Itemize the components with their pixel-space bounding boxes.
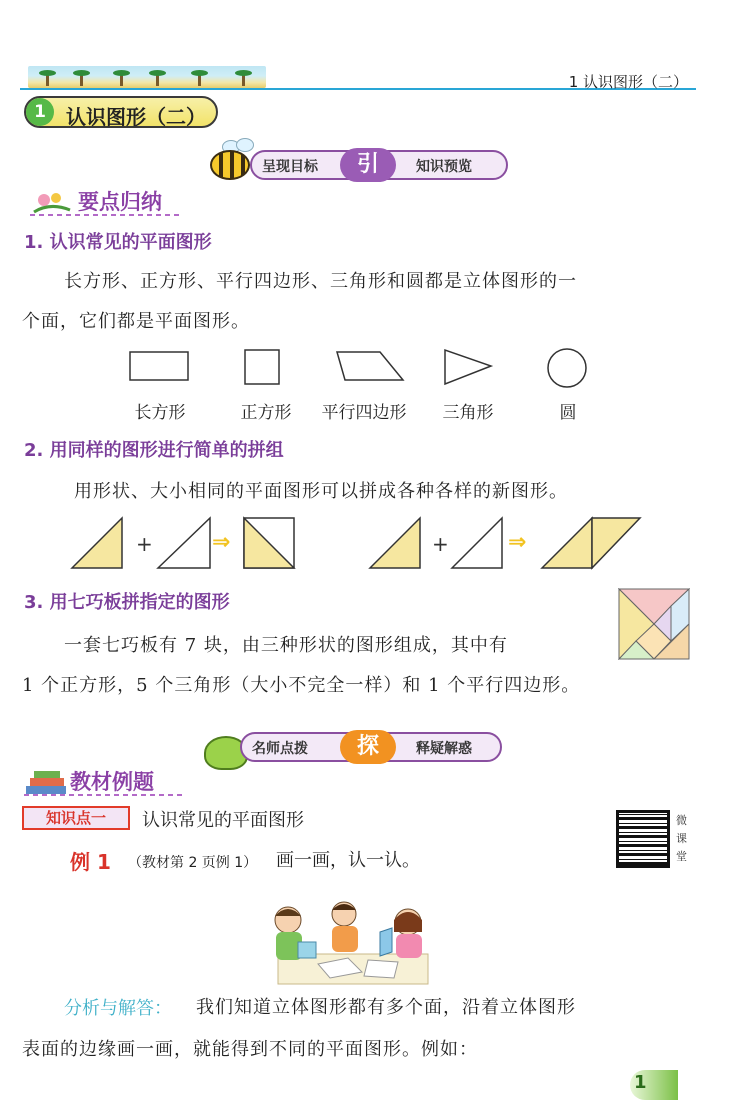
plus-sign-2: + <box>432 532 449 556</box>
parallelogram-shape <box>337 352 403 380</box>
bee-icon <box>210 150 250 180</box>
textbook-underline <box>24 794 182 796</box>
summary-heading-3: 3. 用七巧板拼指定的图形 <box>24 592 230 613</box>
section-preview-left: 呈现目标 <box>262 159 318 175</box>
lesson-number: 1 <box>26 98 54 126</box>
combine-triangles-figure-2 <box>368 516 642 572</box>
summary-title: 要点归纳 <box>78 190 162 214</box>
summary-heading-2: 2. 用同样的图形进行简单的拼组 <box>24 440 284 461</box>
circle-shape <box>548 349 586 387</box>
arrow-icon: ⇒ <box>212 530 231 555</box>
children-drawing-illustration <box>258 898 444 988</box>
knowledge-point-topic: 认识常见的平面图形 <box>142 810 304 831</box>
example-reference: （教材第 2 页例 1） <box>128 855 258 871</box>
knowledge-point-tag: 知识点一 <box>22 806 130 830</box>
label-parallelogram: 平行四边形 <box>321 403 407 423</box>
example-text: 画一画，认一认。 <box>276 850 420 871</box>
summary-1-line1: 长方形、正方形、平行四边形、三角形和圆都是立体图形的一 <box>64 271 577 292</box>
bee-wing-icon <box>236 138 254 152</box>
arrow-icon: ⇒ <box>508 530 527 555</box>
header-rule-left <box>20 88 266 90</box>
section-explain-badge: 探 <box>340 730 396 764</box>
qr-code-icon[interactable] <box>616 810 670 868</box>
summary-2-line1: 用形状、大小相同的平面图形可以拼成各种各样的新图形。 <box>74 481 568 502</box>
lesson-title: 认识图形（二） <box>66 105 206 129</box>
analysis-line2: 表面的边缘画一画，就能得到不同的平面图形。例如： <box>22 1039 478 1060</box>
label-triangle: 三角形 <box>442 403 494 423</box>
micro-class-label: 微课堂 <box>676 814 687 863</box>
summary-1-line2: 个面，它们都是平面图形。 <box>22 311 250 332</box>
label-square: 正方形 <box>240 403 292 423</box>
flower-icon <box>30 188 74 216</box>
page-number: 1 <box>634 1072 647 1093</box>
combine-triangles-figure-1 <box>70 516 300 572</box>
section-explain-right: 释疑解惑 <box>416 741 472 757</box>
label-rectangle: 长方形 <box>134 403 186 423</box>
analysis-label: 分析与解答： <box>64 998 172 1019</box>
summary-heading-1: 1. 认识常见的平面图形 <box>24 232 212 253</box>
summary-3-line1: 一套七巧板有 7 块，由三种形状的图形组成，其中有 <box>64 635 508 656</box>
analysis-line1: 我们知道立体图形都有多个面，沿着立体图形 <box>196 997 576 1018</box>
textbook-title: 教材例题 <box>70 770 154 794</box>
section-preview-right: 知识预览 <box>416 159 472 175</box>
label-circle: 圆 <box>559 403 577 423</box>
section-preview-badge: 引 <box>340 148 396 182</box>
plane-shapes-figure <box>125 346 595 391</box>
square-shape <box>245 350 279 384</box>
section-explain-left: 名师点拨 <box>252 741 308 757</box>
tangram-figure <box>618 588 690 660</box>
summary-underline <box>30 214 182 216</box>
header-banner <box>28 66 266 88</box>
books-icon <box>24 770 68 796</box>
example-label: 例 1 <box>70 850 111 874</box>
plus-sign-1: + <box>136 532 153 556</box>
summary-3-line2: 1 个正方形，5 个三角形（大小不完全一样）和 1 个平行四边形。 <box>22 675 581 696</box>
triangle-shape <box>445 350 491 384</box>
chapter-title: 1 认识图形（二） <box>568 73 688 91</box>
rectangle-shape <box>130 352 188 380</box>
